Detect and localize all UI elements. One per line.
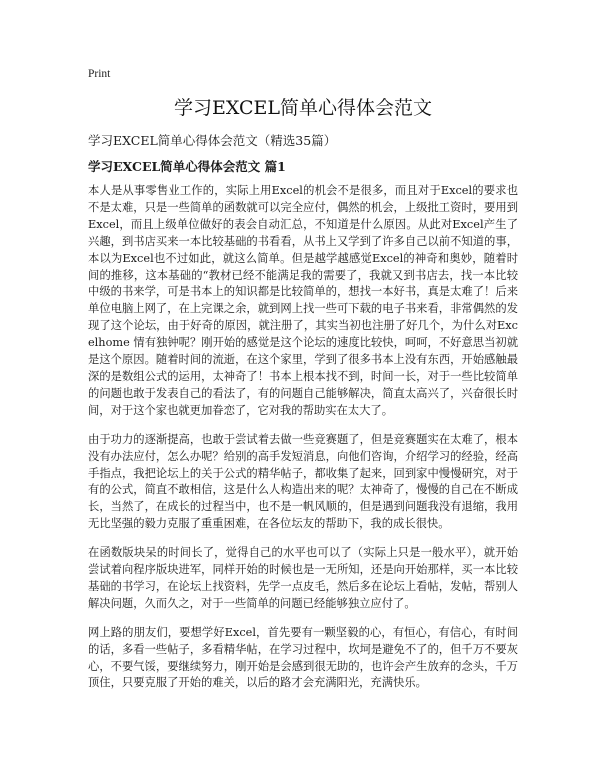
document-subtitle: 学习EXCEL简单心得体会范文（精选35篇）: [88, 133, 337, 148]
paragraph-2: 由于功力的逐渐提高，也敢于尝试着去做一些竞赛题了，但是竞赛题实在太难了，根本没有办法应付，怎么办呢？给别的高手发短消息，向他们咨询，介绍学习的经验，经高手指点，我把论坛上的关于公式的精华帖子，都收集了起来，回到家中慢慢研究，对于有的公式，简直不敢相信，这是什么人构造出来的呢？太神奇了，慢慢的自己在不断成长，当然了，在成长的过程当中，也不是一帆风顺的，但是遇到问题我没有退缩，我用无比坚强的毅力克服了重重困难，在各位坛友的帮助下，我的成长很快。: [88, 432, 518, 531]
paragraph-1: 本人是从事零售业工作的，实际上用Excel的机会不是很多，而且对于Excel的要求也不是太难，只是一些简单的函数就可以完全应付，偶然的机会，上级批工资时，要用到Excel，而且上级单位做好的表会自动汇总，不知道是什么原因。从此对Excel产生了兴趣，到书店买来一本比较基础的书看看，从书上又学到了许多自己以前不知道的事，本以为Excel也不过如此，就这么简单。但是越学越感觉Excel的神奇和奥妙，随着时间的推移，这本基础的“教材已经不能满足我的需要了，我就又到书店去，找一本比较中级的书来学，可是书本上的知识都是比较简单的，想找一本好书，真是太难了！后来单位电脑上网了，在上完课之余，就到网上找一些可下载的电子书来看，非常偶然的发现了这个论坛，由于好奇的原因，就注册了，其实当初也注册了好几个，为什么对Excelhome 情有独钟呢？刚开始的感觉是这个论坛的速度比较快，呵呵，不好意思当初就是这个原因。随着时间的流逝，在这个家里，学到了很多书本上没有东西，开始感触最深的是数组公式的运用，太神奇了！书本上根本找不到，时间一长，对于一些比较简单的问题也敢于发表自己的看法了，有的问题自己能够解决，简直太高兴了，兴奋很长时间，对于这个家也就更加眷恋了，它对我的帮助实在太大了。: [88, 184, 518, 417]
section-heading: 学习EXCEL简单心得体会范文 篇1: [88, 159, 286, 174]
paragraph-3: 在函数版块呆的时间长了，觉得自己的水平也可以了（实际上只是一般水平），就开始尝试着向程序版块进军，同样开始的时候也是一无所知，还是向开始那样，买一本比较基础的书学习，在论坛上找资料，先学一点皮毛，然后多在论坛上看帖，发帖，帮别人解决问题，久而久之，对于一些简单的问题已经能够独立应付了。: [88, 546, 518, 610]
paragraph-4: 网上路的朋友们，要想学好Excel，首先要有一颗坚毅的心，有恒心，有信心，有时间的话，多看一些帖子，多看精华帖，在学习过程中，坎坷是避免不了的，但千万不要灰心，不要气馁，要继续努力，刚开始是会感到很无助的，也许会产生放弃的念头，千万顶住，只要克服了开始的难关，以后的路才会充满阳光，充满快乐。: [88, 625, 518, 690]
print-link[interactable]: Print: [88, 68, 111, 80]
article-body: [88, 183, 518, 704]
page-title: 学习EXCEL简单心得体会范文: [173, 97, 433, 119]
